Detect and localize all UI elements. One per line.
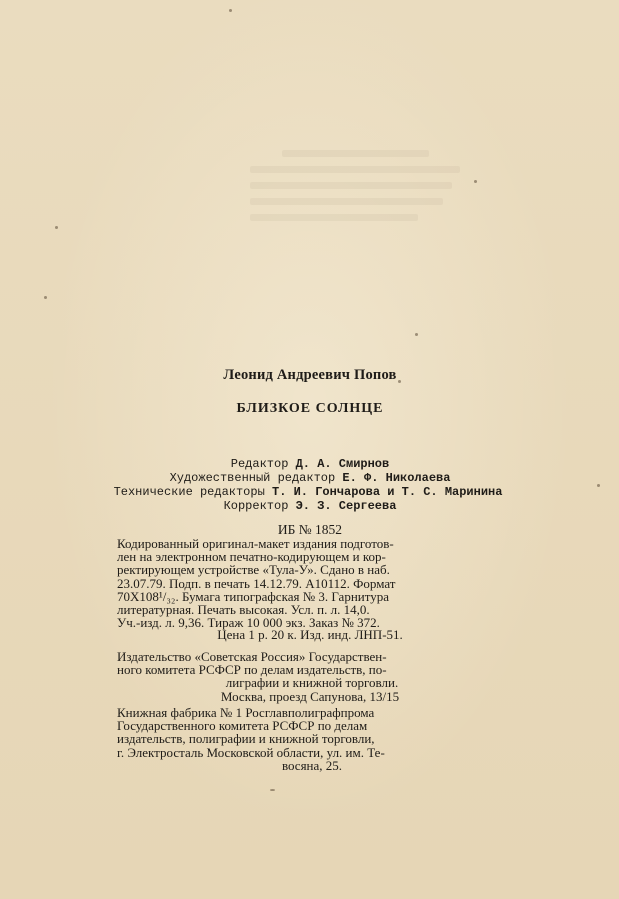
printer-line: восяна, 25. <box>281 757 343 773</box>
publisher-line: ного комитета РСФСР по делам издательств, по- <box>117 662 387 678</box>
credit-person: Э. З. Сергеева <box>295 499 397 513</box>
author-name: Леонид Андреевич Попов <box>223 367 397 383</box>
book-title: БЛИЗКОЕ СОЛНЦЕ <box>236 401 384 416</box>
credit-person: Д. А. Смирнов <box>295 457 390 471</box>
credit-line <box>56 485 560 499</box>
bleed-through-text <box>250 150 460 270</box>
production-line: 70X108¹/₃₂. Бумага типографская № 3. Гарнитура <box>117 588 390 604</box>
production-line: литературная. Печать высокая. Усл. п. л. 14,0. <box>117 602 370 618</box>
credit-line <box>60 457 560 471</box>
credit-line <box>60 499 560 513</box>
production-line: лен на электронном печатно-кодирующем и кор- <box>117 549 386 565</box>
price-line: Цена 1 р. 20 к. Изд. инд. ЛНП-51. <box>217 627 403 642</box>
production-line: ректирующем устройстве «Тула-У». Сдано в наб. <box>117 562 390 578</box>
credit-role: Технические редакторы <box>113 485 265 499</box>
credit-role: Художественный редактор <box>169 471 336 485</box>
paper-speck <box>474 180 477 183</box>
credit-line <box>60 471 560 485</box>
publisher-line: лиграфии и книжной торговли. <box>225 675 399 691</box>
paper-speck <box>44 296 47 299</box>
production-line: Уч.-изд. л. 9,36. Тираж 10 000 экз. Заказ № 372. <box>117 615 380 631</box>
credit-role: Редактор <box>230 457 289 471</box>
printer-line: Государственного комитета РСФСР по делам <box>117 718 368 734</box>
production-details <box>117 537 507 629</box>
paper-speck <box>597 484 600 487</box>
publisher-address: Москва, проезд Сапунова, 13/15 <box>220 689 400 704</box>
production-line: 23.07.79. Подп. в печать 14.12.79. А10112. Формат <box>117 575 396 591</box>
credit-person: Т. И. Гончарова и Т. С. Маринина <box>272 485 503 499</box>
production-line: Кодированный оригинал-макет издания подготов- <box>117 536 394 551</box>
printer-line: г. Электросталь Московской области, ул. им. Те- <box>117 744 385 760</box>
publisher-line: Издательство «Советская Россия» Государствен- <box>117 649 387 664</box>
printer-line: Книжная фабрика № 1 Росглавполиграфпрома <box>117 705 375 720</box>
credit-role: Корректор <box>223 499 289 513</box>
publisher-info <box>117 650 507 690</box>
credit-person: Е. Ф. Николаева <box>342 471 451 485</box>
credits-list <box>60 457 560 513</box>
paper-speck <box>55 226 58 229</box>
ib-number: ИБ № 1852 <box>277 522 343 537</box>
paper-speck <box>229 9 232 12</box>
paper-speck <box>415 333 418 336</box>
printer-info <box>117 706 507 772</box>
printer-line: издательств, полиграфии и книжной торговли, <box>117 731 375 747</box>
paper-speck <box>270 789 275 791</box>
